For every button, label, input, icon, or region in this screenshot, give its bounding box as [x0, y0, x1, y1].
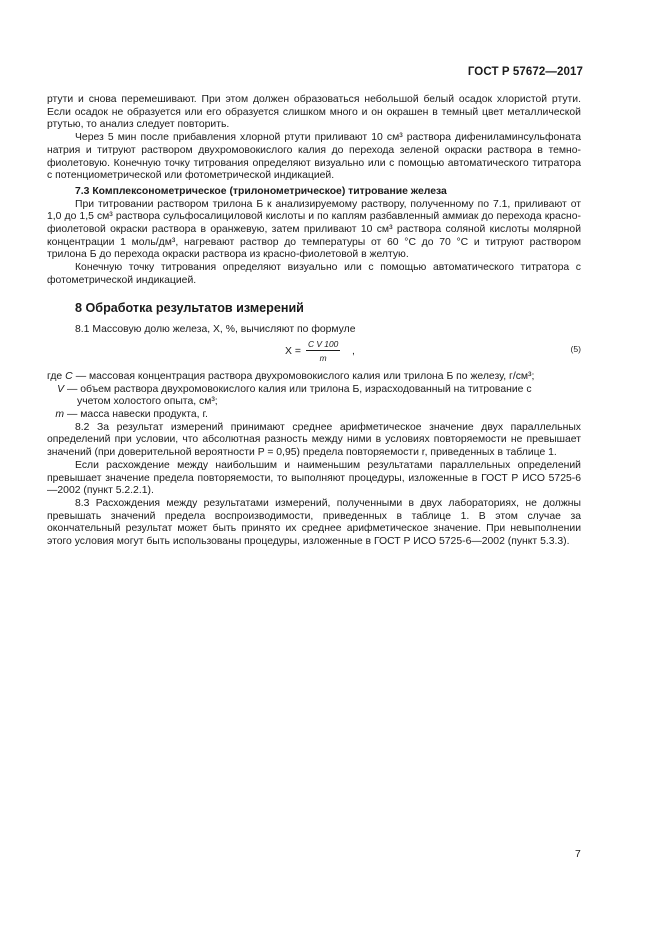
- formula-comma: ,: [352, 345, 355, 357]
- variable-description: — объем раствора двухромовокислого калия или трилона Б, израсходованный на титрование с: [67, 383, 532, 395]
- variable-symbol: V: [57, 383, 64, 395]
- paragraph-titration-dichromate: Через 5 мин после прибавления хлорной ртути приливают 10 см³ раствора дифениламинсульфоната натрия и титруют раствором двухромовокислого калия до перехода зеленой окраски раствора в темно-фиолетовую. Конечную точку титрования определяют визуально или с помощью автоматического титратора с потенциометрической или фотометрической индикацией.: [47, 132, 581, 182]
- variable-symbol: C: [65, 370, 73, 382]
- document-number: ГОСТ Р 57672—2017: [467, 66, 583, 78]
- variable-row-v: [47, 384, 581, 409]
- formula-number: (5): [570, 343, 581, 354]
- variable-legend: [47, 371, 581, 422]
- subsection-7-3-title: 7.3 Комплексонометрическое (трилонометрическое) титрование железа: [75, 185, 447, 197]
- paragraph-8-1: 8.1 Массовую долю железа, X, %, вычисляют по формуле: [75, 324, 356, 336]
- paragraph-endpoint: Конечную точку титрования определяют визуально или с помощью автоматического титратора с фотометрической индикацией.: [47, 262, 581, 286]
- formula-numerator: C V 100: [308, 338, 339, 349]
- paragraph-8-2-continued: Если расхождение между наибольшим и наименьшим результатами параллельных определений превышает значение предела повторяемости, то выполняют процедуры, изложенные в ГОСТ Р ИСО 5725-6—2002 (пункт 5.2.2.1).: [47, 459, 581, 497]
- variable-row-c: [47, 371, 581, 384]
- paragraph-mercury-precipitate: ртути и снова перемешивают. При этом должен образоваться небольшой белый осадок хлористой ртути. Если осадок не образуется или его образуется слишком много и он окрашен в темный цвет металлической ртутью, то анализ следует повторить.: [47, 94, 581, 131]
- paragraph-8-3: 8.3 Расхождения между результатами измерений, полученными в двух лабораториях, не должны превышать значений предела воспроизводимости, приведенных в таблице 1. В этом случае за окончательный результат может быть принято их среднее арифметическое значение. При невыполнении этого условия могут быть использованы процедуры, изложенные в ГОСТ Р ИСО 5725-6—2002 (пункт 5.3.3).: [47, 497, 581, 548]
- variable-description: — массовая концентрация раствора двухромовокислого калия или трилона Б по железу, г/см³;: [75, 370, 535, 382]
- variable-row-m: [47, 409, 581, 422]
- paragraph-trilon-titration: При титровании раствором трилона Б к анализируемому раствору, полученному по 7.1, приливают от 1,0 до 1,5 см³ раствора сульфосалициловой кислоты и по каплям разбавленный аммиак до перехода красно-фиолетовой окраски раствора в оранжевую, затем приливают 10 см³ раствора соляной кислоты молярной концентрации 1 моль/дм³, нагревают раствор до температуры от 60 °С до 70 °С и титруют раствором трилона Б до перехода окраски раствора из красно-фиолетовой в желтую.: [47, 198, 581, 261]
- page-body: [47, 94, 581, 549]
- section-8-title: 8 Обработка результатов измерений: [75, 300, 304, 315]
- formula-5: [47, 339, 581, 371]
- page-number: 7: [575, 849, 581, 860]
- variable-description-continued: учетом холостого опыта, см³;: [77, 396, 218, 408]
- formula-denominator: m: [319, 352, 327, 363]
- variable-description-block: [67, 384, 581, 409]
- paragraph-8-2: 8.2 За результат измерений принимают среднее арифметическое значение двух параллельных определений при условии, что абсолютная разность между ними в условиях повторяемости не превышает значений (при доверительной вероятности P = 0,95) предела повторяемости r, приведенных в таблице 1.: [47, 421, 581, 459]
- where-prefix: где: [47, 370, 63, 382]
- formula-fraction: [306, 339, 340, 363]
- variable-description: — масса навески продукта, г.: [67, 409, 208, 421]
- variable-symbol: m: [55, 409, 64, 421]
- formula-lhs: X =: [285, 345, 301, 357]
